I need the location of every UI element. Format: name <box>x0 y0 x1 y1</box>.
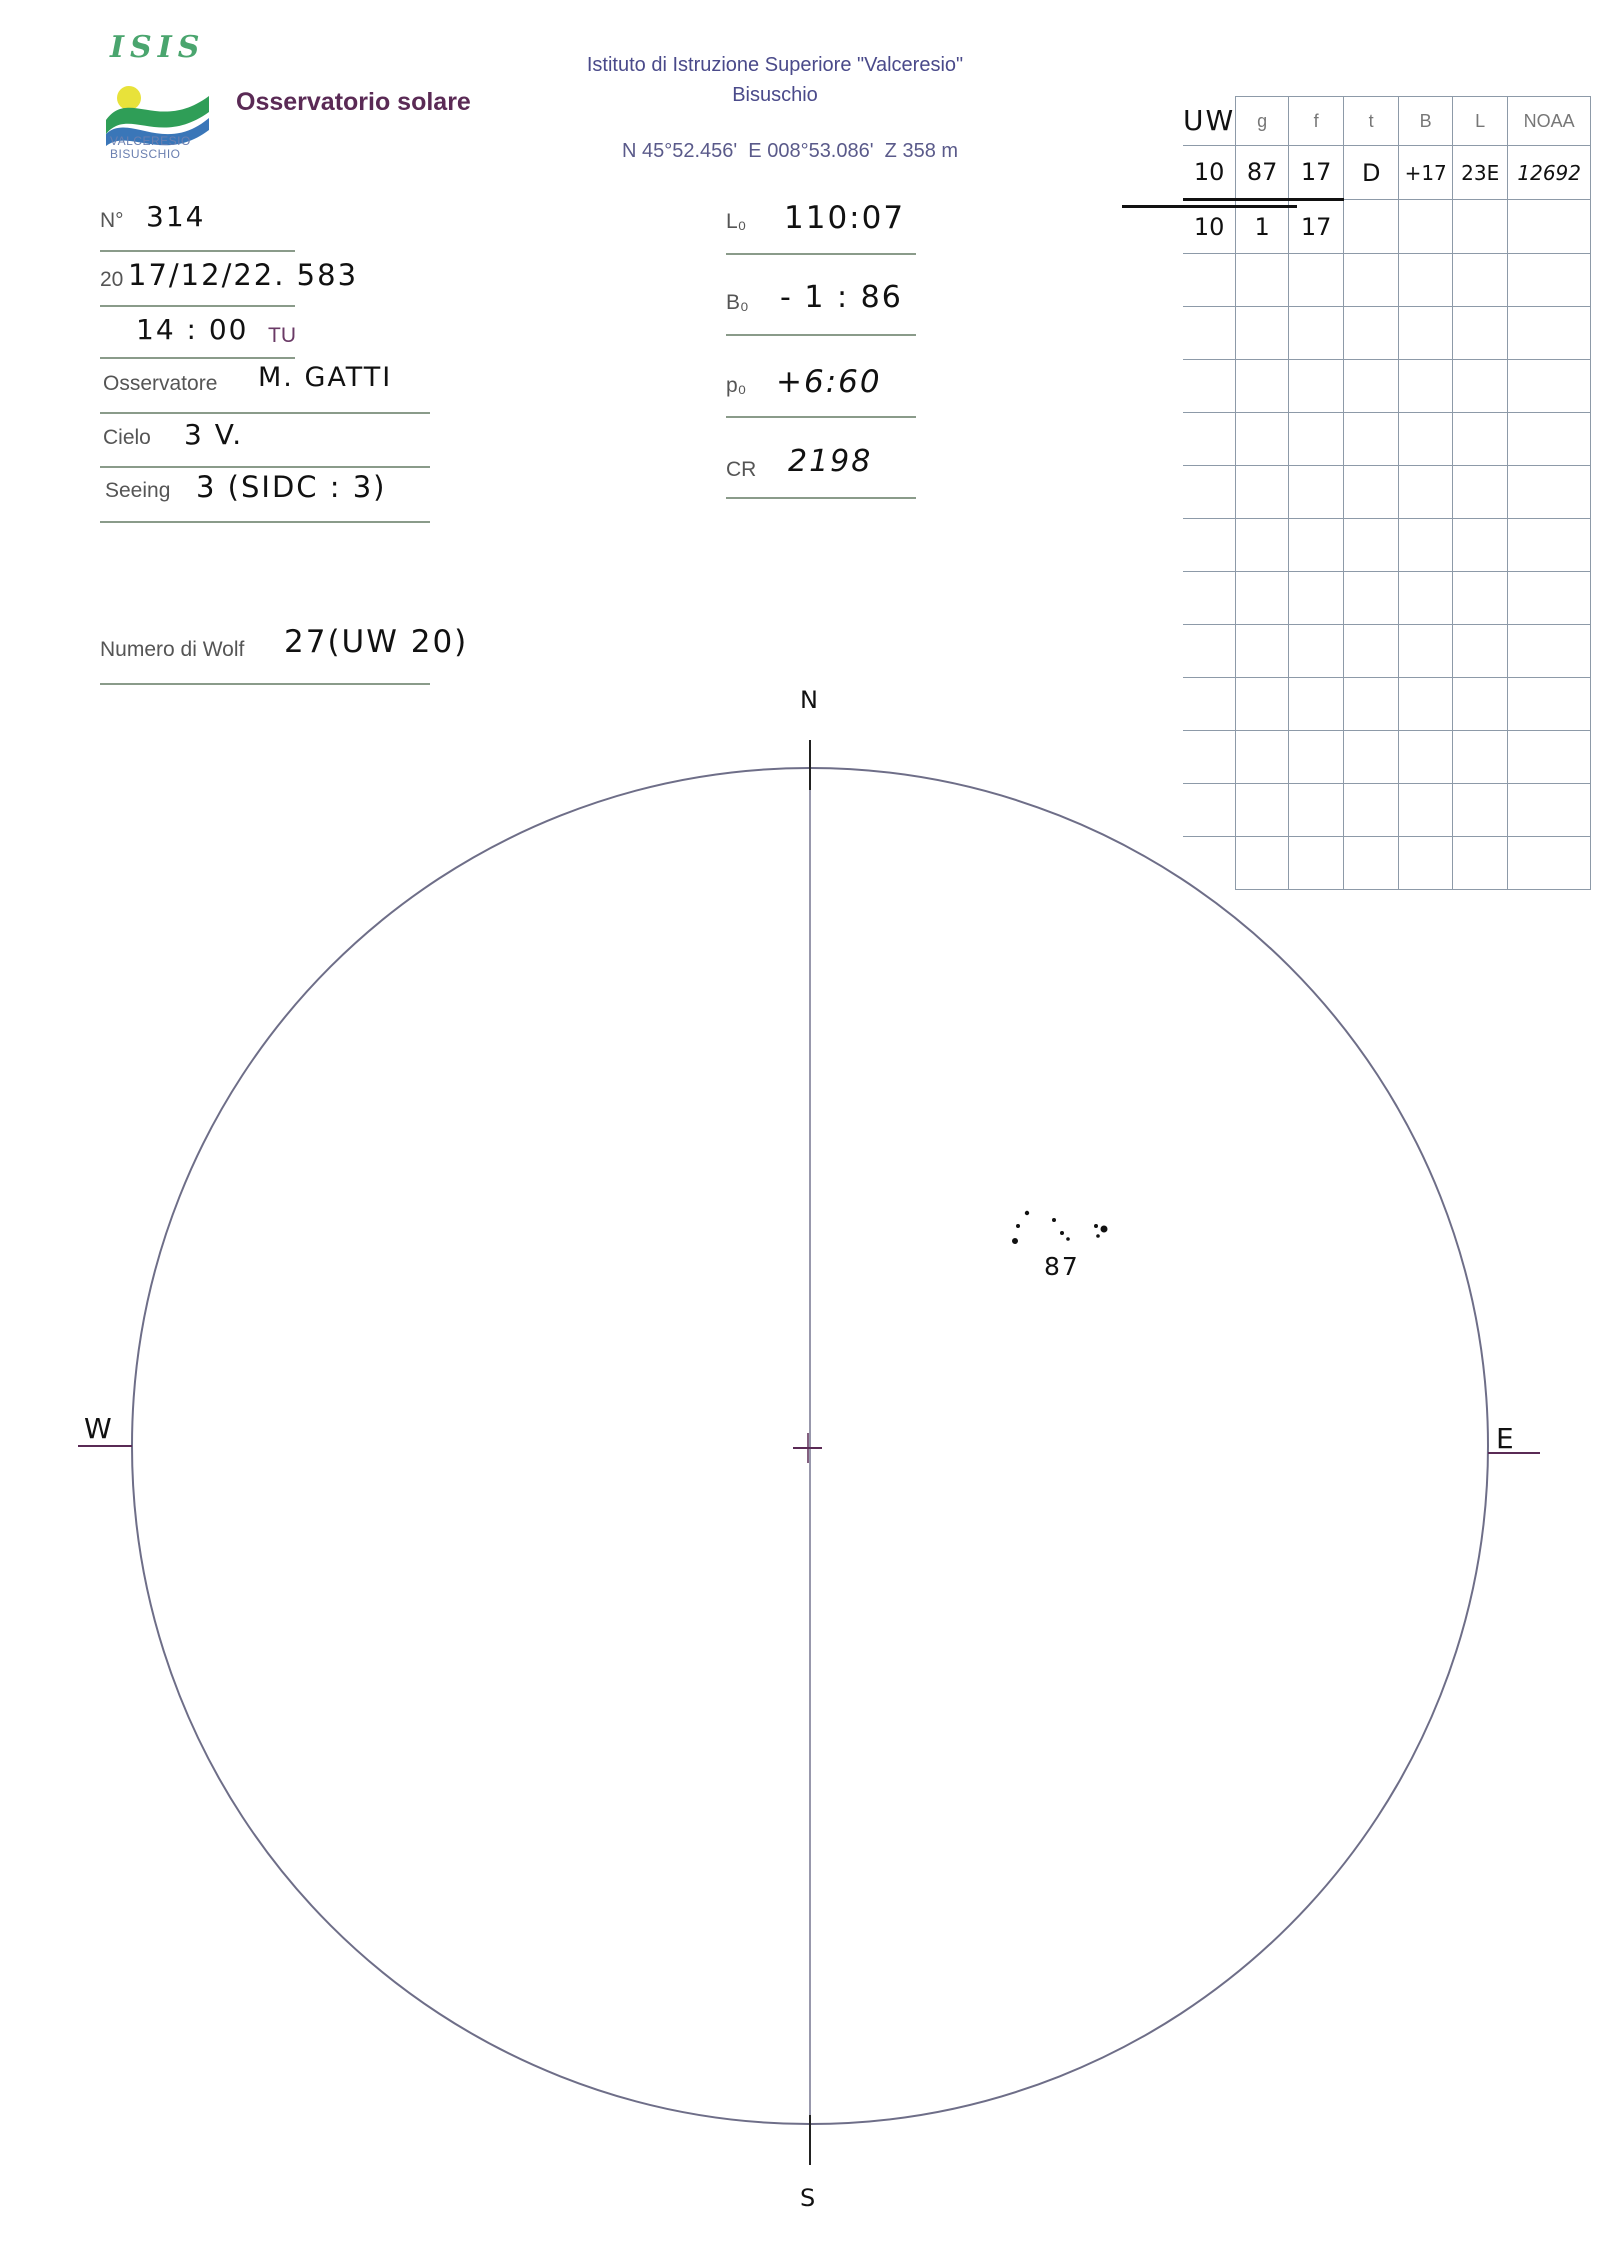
seeing-value: 3 (SIDC : 3) <box>196 470 387 504</box>
cell-g: 1 <box>1236 200 1289 254</box>
time-value: 14 : 00 <box>136 313 249 346</box>
cell-f: 17 <box>1289 146 1344 200</box>
logo-text: ISIS <box>110 30 206 65</box>
logo-caption-2: BISUSCHIO <box>110 147 181 161</box>
sunspot <box>1060 1231 1064 1235</box>
wolf-value: 27(UW 20) <box>284 624 469 660</box>
sunspot <box>1066 1237 1070 1241</box>
cell-t: D <box>1344 146 1399 200</box>
sunspot <box>1012 1238 1018 1244</box>
observatory-title: Osservatorio solare <box>236 88 471 116</box>
number-value: 314 <box>146 200 206 233</box>
date-value: 17/12/22. 583 <box>128 258 359 292</box>
header-t: t <box>1344 97 1399 146</box>
header-noaa: NOAA <box>1508 97 1591 146</box>
south-label: S <box>800 2184 816 2212</box>
b0-value: - 1 : 86 <box>780 280 903 315</box>
cell-f: 17 <box>1289 200 1344 254</box>
sunspot <box>1025 1211 1029 1215</box>
number-label: N° <box>100 209 124 232</box>
cr-value: 2198 <box>788 444 873 479</box>
p0-label: p₀ <box>726 374 747 397</box>
institute-name: Istituto di Istruzione Superiore "Valceresio" <box>586 54 964 76</box>
cell-uw: 10 <box>1183 146 1236 200</box>
l0-label: L₀ <box>726 210 747 233</box>
header-b: B <box>1399 97 1453 146</box>
sky-label: Cielo <box>103 426 151 449</box>
sunspot <box>1101 1226 1108 1233</box>
cell-g: 87 <box>1236 146 1289 200</box>
cr-label: CR <box>726 458 757 481</box>
cell-l: 23E <box>1453 146 1508 200</box>
header-uw: UW <box>1183 97 1236 146</box>
observer-label: Osservatore <box>103 372 218 395</box>
seeing-label: Seeing <box>105 479 171 502</box>
header-f: f <box>1289 97 1344 146</box>
cell-uw: 10 <box>1183 200 1236 254</box>
sunspot <box>1016 1224 1020 1228</box>
sunspot-group <box>1012 1211 1108 1244</box>
header-g: g <box>1236 97 1289 146</box>
p0-value: +6:60 <box>776 364 882 400</box>
logo-caption-1: VALCERESIO <box>110 134 191 148</box>
north-label: N <box>800 686 818 714</box>
b0-label: B₀ <box>726 291 749 314</box>
l0-value: 110:07 <box>784 200 906 236</box>
cell-b: +17 <box>1399 146 1453 200</box>
west-label: W <box>84 1412 112 1445</box>
east-label: E <box>1496 1422 1514 1455</box>
site-coordinates: N 45°52.456' E 008°53.086' Z 358 m <box>621 140 959 162</box>
sunspot <box>1094 1224 1098 1228</box>
sunspot <box>1096 1234 1100 1238</box>
time-unit: TU <box>268 324 296 347</box>
wolf-label: Numero di Wolf <box>100 638 245 661</box>
observer-value: M. GATTI <box>258 362 393 393</box>
header-l: L <box>1453 97 1508 146</box>
date-prefix: 20 <box>100 268 124 291</box>
institute-town: Bisuschio <box>732 84 818 106</box>
sunspot-group-label: 87 <box>1044 1252 1080 1281</box>
sky-value: 3 V. <box>184 418 244 451</box>
sunspot <box>1052 1218 1056 1222</box>
cell-noaa: 12692 <box>1508 146 1591 200</box>
